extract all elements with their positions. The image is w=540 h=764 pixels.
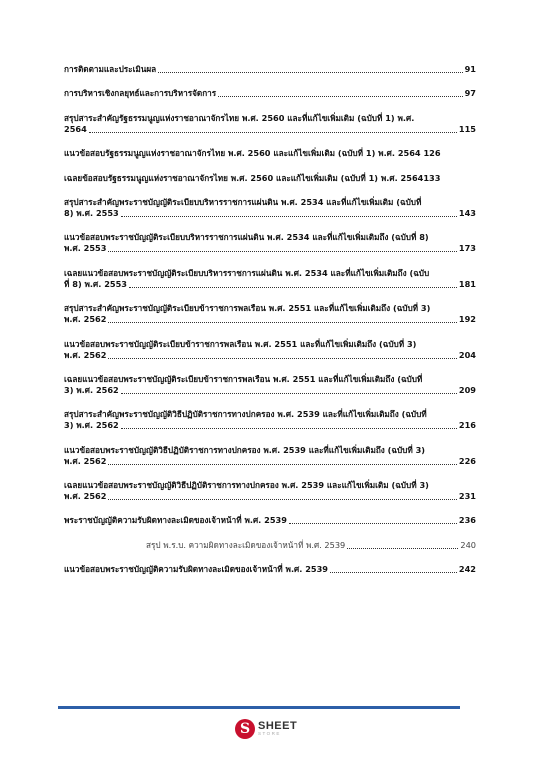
sheet-store-logo: [235, 716, 325, 742]
toc-page-number: 181: [458, 278, 476, 289]
toc-page-number: 173: [458, 243, 476, 254]
footer-rule: [58, 706, 460, 709]
toc-entry-title-line: เฉลยแนวข้อสอบพระราชบัญญัติวิธีปฏิบัติราชการทางปกครอง พ.ศ. 2539 และแก้ไขเพิ่มเติม (ฉบับที่ 3): [64, 480, 429, 491]
toc-entry-title: 3) พ.ศ. 2562: [64, 384, 119, 395]
toc-entry[interactable]: [64, 480, 476, 502]
toc-entry-title: 3) พ.ศ. 2562: [64, 420, 119, 431]
toc-entry[interactable]: [64, 88, 476, 99]
dot-leader: [108, 245, 456, 252]
dot-leader: [121, 387, 457, 394]
toc-entry[interactable]: [64, 197, 476, 219]
toc-page-number: 231: [458, 491, 476, 502]
toc-entry-title-line: แนวข้อสอบพระราชบัญญัติระเบียบข้าราชการพลเรือน พ.ศ. 2551 และที่แก้ไขเพิ่มเติมถึง (ฉบับที่ 3): [64, 338, 417, 349]
toc-entry-title: พระราชบัญญัติความรับผิดทางละเมิดของเจ้าหน้าที่ พ.ศ. 2539: [64, 515, 287, 526]
toc-entry[interactable]: [64, 445, 476, 467]
toc-entry-title-line: เฉลยแนวข้อสอบพระราชบัญญัติระเบียบข้าราชการพลเรือน พ.ศ. 2551 และที่แก้ไขเพิ่มเติมถึง (ฉบับที่: [64, 373, 423, 384]
table-of-contents: [64, 64, 476, 589]
toc-page-number: 242: [458, 564, 476, 575]
toc-entry-title: พ.ศ. 2562: [64, 314, 107, 325]
dot-leader: [289, 517, 457, 524]
dot-leader: [108, 316, 456, 323]
toc-entry[interactable]: [64, 409, 476, 431]
toc-entry-title: ที่ 8) พ.ศ. 2553: [64, 278, 127, 289]
dot-leader: [121, 210, 457, 217]
toc-entry[interactable]: [64, 64, 476, 75]
toc-entry-title: 2564: [64, 123, 87, 134]
toc-page-number: 192: [458, 314, 476, 325]
toc-entry-title: แนวข้อสอบรัฐธรรมนูญแห่งราชอาณาจักรไทย พ.ศ. 2560 และแก้ไขเพิ่มเติม (ฉบับที่ 1) พ.ศ. 2564 126: [64, 148, 441, 159]
toc-page-number: 226: [458, 455, 476, 466]
logo-tagline: STORE: [258, 731, 281, 737]
toc-page-number: 240: [460, 539, 476, 550]
toc-entry[interactable]: [64, 515, 476, 526]
toc-entry-title: พ.ศ. 2562: [64, 491, 107, 502]
toc-entry[interactable]: [64, 268, 476, 290]
toc-entry[interactable]: [64, 374, 476, 396]
toc-entry-title-line: แนวข้อสอบพระราชบัญญัติวิธีปฏิบัติราชการทางปกครอง พ.ศ. 2539 และที่แก้ไขเพิ่มเติมถึง (ฉบับที่ 3): [64, 444, 426, 455]
toc-page-number: 209: [458, 384, 476, 395]
toc-entry-title: การบริหารเชิงกลยุทธ์และการบริหารจัดการ: [64, 88, 217, 99]
toc-page-number: 115: [458, 123, 476, 134]
toc-entry-title-line: เฉลยแนวข้อสอบพระราชบัญญัติระเบียบบริหารราชการแผ่นดิน พ.ศ. 2534 และที่แก้ไขเพิ่มเติมถึง (ฉบับ: [64, 267, 430, 278]
toc-entry-title: 8) พ.ศ. 2553: [64, 207, 119, 218]
toc-entry-title: แนวข้อสอบพระราชบัญญัติความรับผิดทางละเมิดของเจ้าหน้าที่ พ.ศ. 2539: [64, 564, 329, 575]
toc-entry-title-line: สรุปสาระสำคัญรัฐธรรมนูญแห่งราชอาณาจักรไทย พ.ศ. 2560 และที่แก้ไขเพิ่มเติม (ฉบับที่ 1) พ.ศ.: [64, 112, 415, 123]
toc-entry-title-line: สรุปสาระสำคัญพระราชบัญญัติวิธีปฏิบัติราชการทางปกครอง พ.ศ. 2539 และที่แก้ไขเพิ่มเติมถึง (ฉบับที่: [64, 409, 427, 420]
toc-entry-title-line: สรุปสาระสำคัญพระราชบัญญัติระเบียบข้าราชการพลเรือน พ.ศ. 2551 และที่แก้ไขเพิ่มเติมถึง (ฉบับที่ 3): [64, 303, 431, 314]
toc-page-number: 91: [464, 64, 476, 74]
toc-entry-title: พ.ศ. 2562: [64, 455, 107, 466]
toc-entry-title-line: แนวข้อสอบพระราชบัญญัติระเบียบบริหารราชการแผ่นดิน พ.ศ. 2534 และที่แก้ไขเพิ่มเติมถึง (ฉบับที่ 8): [64, 232, 429, 243]
dot-leader: [108, 458, 456, 465]
toc-entry-title-line: สรุปสาระสำคัญพระราชบัญญัติระเบียบบริหารราชการแผ่นดิน พ.ศ. 2534 และที่แก้ไขเพิ่มเติม (ฉบับที่: [64, 196, 422, 207]
toc-entry-title: พ.ศ. 2553: [64, 243, 107, 254]
toc-entry[interactable]: [146, 540, 476, 551]
toc-entry[interactable]: [64, 339, 476, 361]
toc-entry-title: การติดตามและประเมินผล: [64, 64, 157, 74]
dot-leader: [129, 281, 457, 288]
dot-leader: [121, 422, 457, 429]
toc-entry-title: พ.ศ. 2562: [64, 349, 107, 360]
dot-leader: [347, 542, 458, 549]
toc-page-number: 236: [458, 515, 476, 526]
toc-entry-title: เฉลยข้อสอบรัฐธรรมนูญแห่งราชอาณาจักรไทย พ.ศ. 2560 และแก้ไขเพิ่มเติม (ฉบับที่ 1) พ.ศ. 2564133: [64, 172, 441, 183]
toc-entry[interactable]: [64, 564, 476, 575]
toc-page-number: 216: [458, 420, 476, 431]
toc-entry[interactable]: [64, 303, 476, 325]
logo-icon: S: [235, 719, 255, 739]
dot-leader: [89, 126, 457, 133]
dot-leader: [108, 352, 456, 359]
logo-brand: SHEET: [258, 720, 298, 733]
toc-entry[interactable]: [64, 148, 476, 159]
toc-page-number: 97: [464, 88, 476, 99]
toc-page-number: 143: [458, 207, 476, 218]
dot-leader: [108, 493, 456, 500]
dot-leader: [218, 90, 462, 97]
toc-entry[interactable]: [64, 173, 476, 184]
toc-entry[interactable]: [64, 232, 476, 254]
dot-leader: [330, 566, 457, 573]
toc-page-number: 204: [458, 349, 476, 360]
toc-entry[interactable]: [64, 113, 476, 135]
dot-leader: [158, 66, 462, 73]
toc-entry-title: สรุป พ.ร.บ. ความผิดทางละเมิดของเจ้าหน้าที่ พ.ศ. 2539: [146, 539, 346, 550]
